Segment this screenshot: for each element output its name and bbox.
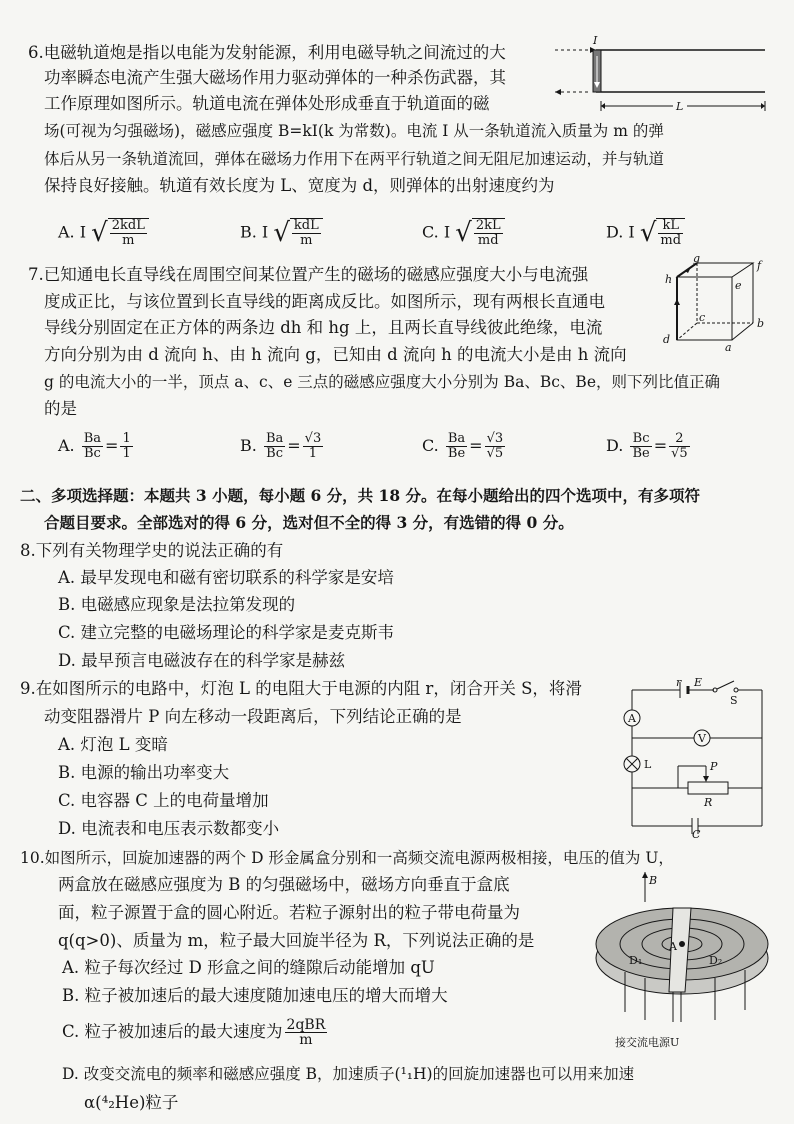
value-den: √5 (486, 446, 504, 461)
q10-line-4: q(q>0)、质量为 m，粒子最大回旋半径为 R，下列说法正确的是 (58, 931, 535, 950)
q6-line-6: 保持良好接触。轨道有效长度为 L、宽度为 d，则弹体的出射速度约为 (44, 176, 555, 195)
q8-stem: 8.下列有关物理学史的说法正确的有 (20, 541, 284, 560)
q8-option-a[interactable]: A. 最早发现电和磁有密切联系的科学家是安培 (58, 568, 394, 587)
denominator: md (660, 233, 682, 248)
q10-option-a[interactable]: A. 粒子每次经过 D 形盒之间的缝隙后动能增加 qU (62, 958, 435, 977)
q10-option-c[interactable] (62, 1018, 329, 1047)
option-label: D. (606, 436, 624, 455)
q9-line-1: 9.在如图所示的电路中，灯泡 L 的电阻大于电源的内阻 r，闭合开关 S，将滑 (20, 679, 582, 698)
option-label: C. I (422, 222, 451, 242)
rheostat-label: R (704, 796, 713, 809)
q8-option-b[interactable]: B. 电磁感应现象是法拉第发现的 (58, 595, 296, 614)
denominator: m (300, 233, 313, 248)
section-2-line-2: 合题目要求。全部选对的得 6 分，选对但不全的得 3 分，有选错的得 0 分。 (44, 513, 574, 532)
q10-line-2: 两盒放在磁感应强度为 B 的匀强磁场中，磁场方向垂直于盒底 (58, 875, 510, 894)
capacitor-label: C (692, 828, 701, 838)
voltmeter-icon: V (698, 732, 706, 745)
option-label: A. (58, 436, 75, 455)
lamp-label: L (644, 758, 652, 771)
q7-line-6: 的是 (44, 399, 77, 418)
value-den: √5 (671, 446, 688, 461)
dee-1-label: D₁ (629, 954, 643, 967)
ratio-num: Ba (447, 431, 466, 446)
cube-figure (655, 255, 775, 355)
ratio-den: Bc (83, 446, 101, 461)
q6-line-3: 工作原理如图所示。轨道电流在弹体处形成垂直于轨道面的磁 (44, 94, 490, 113)
q10-option-d-cont: α(⁴₂He)粒子 (84, 1093, 179, 1112)
q7-option-b[interactable]: B. $\frac{Ba}{Bc}$ = $\frac{√3}{1}$ (240, 431, 322, 461)
q9-line-2: 动变阻器滑片 P 向左移动一段距离后，下列结论正确的是 (44, 707, 462, 726)
slider-label: P (710, 760, 718, 773)
vertex-a: a (725, 341, 732, 354)
q7-line-2: 度成正比，与该位置到长直导线的距离成反比。如图所示，现有两根长直通电 (44, 292, 605, 311)
switch-label: S (730, 694, 738, 707)
denominator: m (122, 233, 135, 248)
ratio-num: Ba (83, 431, 102, 446)
q6-option-d[interactable]: D. I √ $\frac{kL}{md}$ (606, 218, 685, 248)
vertex-f: f (757, 259, 762, 272)
q7-line-5: g 的电流大小的一半，顶点 a、c、e 三点的磁感应强度大小分别为 Ba、Bc、Be，则下列比值正确 (44, 373, 720, 391)
value-num: 2 (669, 432, 690, 447)
numerator: kL (658, 219, 683, 234)
q7-option-c[interactable]: C. $\frac{Ba}{Be}$ = $\frac{√3}{√5}$ (422, 431, 504, 461)
q10-option-b[interactable]: B. 粒子被加速后的最大速度随加速电压的增大而增大 (62, 986, 448, 1005)
railgun-figure (555, 32, 770, 117)
value-num: 1 (122, 431, 131, 446)
magnetic-field-label: B (649, 874, 658, 887)
cyclotron-figure (585, 872, 780, 1052)
q10-line-1: 10.如图所示，回旋加速器的两个 D 形金属盒分别和一高频交流电源两极相接，电压的值为 U， (20, 849, 674, 867)
option-label: D. I (606, 222, 635, 242)
ratio-den: Bc (266, 446, 284, 461)
option-label: B. (240, 436, 257, 455)
internal-resistance-label: r (676, 676, 682, 689)
q6-option-c[interactable]: C. I √ $\frac{2kL}{md}$ (422, 218, 505, 248)
vertex-h: h (665, 273, 673, 286)
value-num: √3 (304, 431, 322, 446)
option-label: B. I (240, 222, 269, 242)
denominator: md (477, 233, 499, 248)
q8-option-c[interactable]: C. 建立完整的电磁场理论的科学家是麦克斯韦 (58, 623, 395, 642)
denominator: m (299, 1032, 313, 1048)
q6-option-b[interactable]: B. I √ $\frac{\text{kdL}}{m}$ (240, 218, 323, 248)
vertex-c: c (699, 311, 706, 324)
numerator: 2kdL (111, 218, 145, 233)
dee-2-label: D₂ (709, 954, 723, 967)
q10-line-3: 面，粒子源置于盒的圆心附近。若粒子源射出的粒子带电荷量为 (58, 903, 520, 922)
q6-line-4: 场(可视为匀强磁场)，磁感应强度 B=kI(k 为常数)。电流 I 从一条轨道流入质量为 m 的弹 (44, 122, 664, 140)
ratio-num: Bc (630, 432, 651, 447)
length-label: L (676, 100, 684, 113)
ratio-num: Ba (265, 431, 284, 446)
ratio-den: Be (447, 446, 466, 461)
q6-line-1: 6.电磁轨道炮是指以电能为发射能源，利用电磁导轨之间流过的大 (28, 43, 506, 62)
q7-option-a[interactable]: A. $\frac{Ba}{Bc}$ = $\frac{1}{1}$ (58, 431, 131, 461)
numerator: kdL (293, 218, 319, 233)
option-text: C. 粒子被加速后的最大速度为 (62, 1022, 283, 1041)
q9-option-c[interactable]: C. 电容器 C 上的电荷量增加 (58, 791, 269, 810)
q7-line-4: 方向分别为由 d 流向 h、由 h 流向 g，已知由 d 流向 h 的电流大小是由 h 流向 (44, 345, 627, 364)
q6-option-a[interactable]: A. I √ $\frac{\text{2kdL}}{m}$ (58, 218, 149, 248)
vertex-e: e (735, 279, 742, 292)
ammeter-icon: A (628, 712, 636, 725)
q7-option-d[interactable]: D. $\frac{Bc}{Be}$ = $\frac{2}{√5}$ (606, 431, 688, 461)
ratio-den: Be (632, 446, 650, 461)
q9-option-d[interactable]: D. 电流表和电压表示数都变小 (58, 819, 280, 838)
circuit-figure (618, 676, 778, 838)
vertex-b: b (757, 317, 765, 330)
q8-option-d[interactable]: D. 最早预言电磁波存在的科学家是赫兹 (58, 651, 346, 670)
q6-line-5: 体后从另一条轨道流回，弹体在磁场力作用下在两平行轨道之间无阻尼加速运动，并与轨道 (44, 150, 665, 168)
vertex-g: g (693, 255, 701, 265)
emf-label: E (694, 676, 703, 689)
value-num: √3 (486, 431, 504, 446)
value-den: 1 (122, 446, 131, 461)
q9-option-b[interactable]: B. 电源的输出功率变大 (58, 763, 230, 782)
numerator: 2kL (475, 218, 501, 233)
q10-option-d[interactable]: D. 改变交流电的频率和磁感应强度 B，加速质子(¹₁H)的回旋加速器也可以用来加速 (62, 1065, 635, 1083)
q7-line-3: 导线分别固定在正方体的两条边 dh 和 hg 上，且两长直导线彼此绝缘，电流 (44, 318, 603, 337)
value-den: 1 (308, 446, 318, 461)
ac-source-caption: 接交流电源U (615, 1036, 680, 1049)
option-label: A. I (58, 222, 87, 242)
q6-line-2: 功率瞬态电流产生强大磁场作用力驱动弹体的一种杀伤武器，其 (44, 68, 506, 87)
current-label: I (593, 34, 598, 47)
q9-option-a[interactable]: A. 灯泡 L 变暗 (58, 735, 168, 754)
numerator: 2qBR (286, 1017, 326, 1033)
vertex-d: d (663, 333, 671, 346)
section-2-line-1: 二、多项选择题：本题共 3 小题，每小题 6 分，共 18 分。在每小题给出的四个选项中，有多项符 (20, 486, 701, 505)
q7-line-1: 7.已知通电长直导线在周围空间某位置产生的磁场的磁感应强度大小与电流强 (28, 265, 589, 284)
option-label: C. (422, 436, 439, 455)
particle-source-label: A (669, 940, 677, 953)
